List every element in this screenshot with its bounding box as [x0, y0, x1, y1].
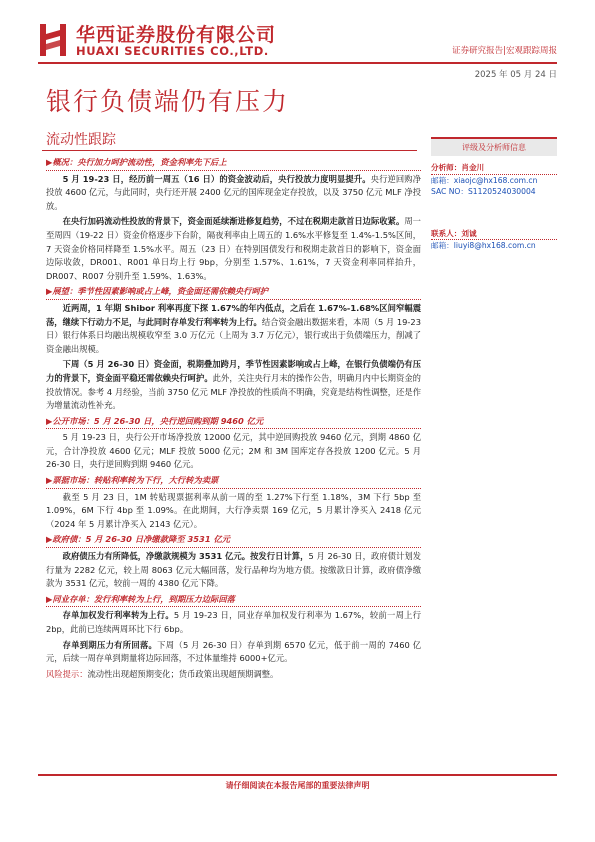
section-heading: ▶概况：央行加力呵护流动性，资金利率先下后上 [46, 156, 421, 171]
section-bill-market [46, 474, 421, 531]
report-title: 银行负债端仍有压力 [46, 87, 290, 116]
header-divider [38, 62, 557, 64]
footer-divider [38, 774, 557, 776]
analyst-email[interactable]: 邮箱：xiaojc@hx168.com.cn [431, 175, 538, 185]
risk-label: 风险提示： [46, 668, 88, 679]
analyst-sac: SAC NO：S1120524030004 [431, 187, 536, 196]
section-heading: ▶同业存单：发行利率转为上行，到期压力边际回落 [46, 593, 421, 608]
analyst-name: 分析师：肖金川 [431, 162, 557, 175]
paragraph: 5 月 19-23 日，央行公开市场净投放 12000 亿元，其中逆回购投放 9460 亿元，到期 4860 亿元，合计净投放 4600 亿元；MLF 投放 5000 亿元；2M 和 3M 国库定存各投放 1200 亿元。5 月 26-30 日，央行逆回购到期 9460 亿元。 [46, 432, 421, 470]
company-logo-icon [38, 20, 68, 58]
paragraph: 存单加权发行利率转为上行。5 月 19-23 日，同业存单加权发行利率为 1.67%，较前一周上行 2bp，此前已连续两周环比下行 6bp。 [46, 610, 422, 634]
section-heading: ▶展望：季节性因素影响或占上峰，资金面还需依赖央行呵护 [46, 285, 421, 300]
contact-info [431, 228, 557, 252]
section-heading: ▶票据市场：转贴利率转为下行，大行转为卖票 [46, 474, 421, 489]
section-heading: ▶政府债：5 月 26-30 日净缴款降至 3531 亿元 [46, 533, 421, 548]
analyst-info [431, 162, 557, 198]
analyst-panel-heading: 评级及分析师信息 [431, 137, 557, 156]
paragraph: 下周（5 月 26-30 日）资金面，税期叠加跨月，季节性因素影响或占上峰，在银行负债端仍有压力的背景下，资金面平稳还需依赖央行呵护。此外，关注央行月末的操作公告，明确月内中长期资金的投放情况。参考 4 月经验，当前 3750 亿元 MLF 净投放的性质尚不明确，究竟是结构性调整，还是作为增量流动性补充。 [46, 359, 421, 411]
paragraph: 5 月 19-23 日，经历前一周五（16 日）的资金波动后，央行投放力度明显提升。央行逆回购净投放 4600 亿元，与此同时，央行还开展 2400 亿元的国库现金定存投放，以及 3750 亿元 MLF 净投放。 [46, 173, 421, 211]
subtitle-divider [42, 150, 417, 151]
section-outlook [46, 285, 421, 412]
section-heading: ▶公开市场：5 月 26-30 日，央行逆回购到期 9460 亿元 [46, 415, 421, 430]
section-government-bonds [46, 533, 421, 590]
section-open-market [46, 415, 421, 472]
paragraph: 在央行加码流动性投放的背景下，资金面延续渐进修复趋势，不过在税期走款首日边际收紧。周一至周四（19-22 日）资金价格逐步下台阶，隔夜利率由上周五的 1.6%水平修复至 1.4%-1.5%区间，7 天资金价格同样降至 1.5%水平。周五（23 日）在特别国债发行和税期走款首日的影响下，资金面边际收敛，DR001、R001 单日均上行 9bp，分别至 1.57%、1.61%，7 天资金利率同样抬升，DR007、R007 分别升至 1.59%、1.63%。 [46, 216, 421, 281]
contact-name: 联系人：刘诚 [431, 228, 557, 241]
report-body [46, 154, 421, 681]
paragraph: 政府债压力有所降低，净缴款规模为 3531 亿元。按发行日计算，5 月 26-30 日，政府债计划发行量为 2282 亿元，较上周 8063 亿元大幅回落，发行品种均为地方债。按缴款日计算，政府债净缴款为 3531 亿元，较前一周的 4380 亿元下降。 [46, 551, 421, 589]
section-overview [46, 156, 421, 283]
paragraph: 存单到期压力有所回落。下周（5 月 26-30 日）存单到期 6570 亿元，低于前一周的 7460 亿元，后续一周存单到期量将边际回落，不过体量维持 6000+亿元。 [46, 639, 421, 664]
company-name-cn: 华西证券股份有限公司 [76, 24, 277, 46]
section-ncd [46, 593, 421, 666]
contact-email[interactable]: 邮箱：liuyi8@hx168.com.cn [431, 241, 536, 250]
risk-text: 流动性出现超预期变化；货币政策出现超预期调整。 [87, 668, 279, 679]
report-date: 2025 年 05 月 24 日 [474, 70, 557, 80]
paragraph: 截至 5 月 23 日，1M 转贴现票据利率从前一周的至 1.27%下行至 1.18%，3M 下行 5bp 至 1.09%，6M 下行 4bp 至 1.09%。在此期间，大行净卖票 169 亿元，5 月累计净买入 2418 亿元（2024 年 5 月累计净买入 2143 亿元）。 [46, 491, 421, 529]
risk-warning [46, 668, 421, 682]
company-name-en: HUAXI SECURITIES CO.,LTD. [76, 44, 269, 58]
paragraph: 近两周，1 年期 Shibor 利率再度下探 1.67%的年内低点，之后在 1.67%-1.68%区间窄幅震荡，继续下行动力不足，与此同时存单发行利率转为上行。结合资金融出数据来看，本周（5 月 19-23 日）银行体系日均融出规模收窄至 3.0 万亿元（上周为 3.7 万亿元），银行或出于负债端压力，削减了资金融出规模。 [46, 302, 421, 354]
footer-disclaimer[interactable]: 请仔细阅读在本报告尾部的重要法律声明 [225, 781, 370, 790]
report-type: 证券研究报告|宏观跟踪周报 [452, 46, 557, 56]
analyst-panel [431, 137, 557, 252]
report-subtitle: 流动性跟踪 [46, 132, 116, 148]
